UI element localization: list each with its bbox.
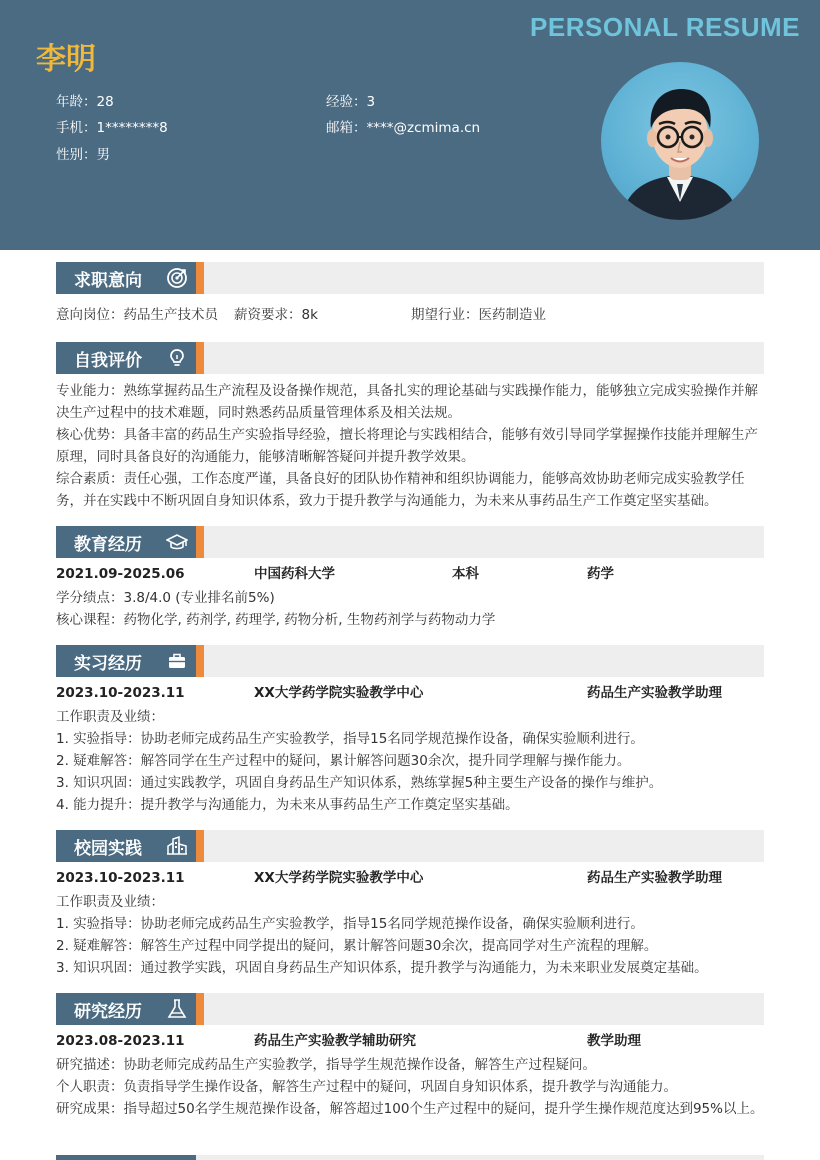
briefcase-icon bbox=[166, 650, 188, 672]
intern-intro: 工作职责及业绩： bbox=[56, 709, 164, 725]
experience-field: 经验：3 bbox=[326, 94, 376, 110]
edu-degree: 本科 bbox=[452, 566, 479, 582]
avatar bbox=[601, 62, 759, 220]
lightbulb-icon bbox=[166, 347, 188, 369]
list-item: 3. 知识巩固：通过实践教学，巩固自身药品生产知识体系，熟练掌握5种主要生产设备的操作与维护。 bbox=[56, 775, 663, 791]
age-field: 年龄：28 bbox=[56, 94, 114, 110]
campus-role: 药品生产实验教学助理 bbox=[587, 870, 722, 886]
edu-courses: 核心课程：药物化学, 药剂学, 药理学, 药物分析, 生物药剂学与药物动力学 bbox=[56, 612, 496, 628]
list-item: 2. 疑难解答：解答生产过程中同学提出的疑问，累计解答问题30余次，提高同学对生产流程的理解。 bbox=[56, 938, 658, 954]
intern-date: 2023.10-2023.11 bbox=[56, 685, 185, 701]
list-item: 3. 知识巩固：通过教学实践，巩固自身药品生产知识体系，提升教学与沟通能力，为未来职业发展奠定基础。 bbox=[56, 960, 708, 976]
edu-school: 中国药科大学 bbox=[254, 566, 335, 582]
section-title: 求职意向 bbox=[74, 271, 142, 291]
flask-icon bbox=[166, 998, 188, 1020]
edu-date: 2021.09-2025.06 bbox=[56, 566, 185, 582]
research-result: 研究成果：指导超过50名学生规范操作设备，解答超过100个生产过程中的疑问，提升学生操作规范度达到95%以上。 bbox=[56, 1101, 764, 1117]
next-section-header bbox=[56, 1155, 764, 1160]
gender-field: 性别：男 bbox=[56, 147, 110, 163]
research-role: 教学助理 bbox=[587, 1033, 641, 1049]
section-header-self bbox=[56, 342, 764, 374]
intent-position: 意向岗位：药品生产技术员 bbox=[56, 307, 218, 323]
header-title: PERSONAL RESUME bbox=[530, 12, 800, 42]
section-header-campus bbox=[56, 830, 764, 862]
resume-header bbox=[0, 0, 820, 250]
list-item: 1. 实验指导：协助老师完成药品生产实验教学，指导15名同学规范操作设备，确保实验顺利进行。 bbox=[56, 731, 644, 747]
intent-industry: 期望行业：医药制造业 bbox=[411, 307, 546, 323]
edu-major: 药学 bbox=[587, 566, 614, 582]
campus-date: 2023.10-2023.11 bbox=[56, 870, 185, 886]
section-title: 研究经历 bbox=[74, 1002, 142, 1022]
section-title: 校园实践 bbox=[74, 839, 142, 859]
intern-role: 药品生产实验教学助理 bbox=[587, 685, 722, 701]
list-item: 2. 疑难解答：解答同学在生产过程中的疑问，累计解答问题30余次，提升同学理解与操作能力。 bbox=[56, 753, 631, 769]
section-header-research bbox=[56, 993, 764, 1025]
self-eval-advantage: 核心优势：具备丰富的药品生产实验指导经验，擅长将理论与实践相结合，能够有效引导同学掌握操作技能并理解生产原理，同时具备良好的沟通能力，能够清晰解答疑问并提升教学效果。 bbox=[56, 427, 758, 465]
section-title: 实习经历 bbox=[74, 654, 142, 674]
self-eval-quality: 综合素质：责任心强，工作态度严谨，具备良好的团队协作精神和组织协调能力，能够高效协助老师完成实验教学任务，并在实践中不断巩固自身知识体系，致力于提升教学与沟通能力，为未来从事药品生产工作奠定坚实基础。 bbox=[56, 471, 745, 509]
section-header-internship bbox=[56, 645, 764, 677]
campus-org: XX大学药学院实验教学中心 bbox=[254, 870, 424, 886]
research-date: 2023.08-2023.11 bbox=[56, 1033, 185, 1049]
research-project: 药品生产实验教学辅助研究 bbox=[254, 1033, 416, 1049]
section-title: 自我评价 bbox=[74, 351, 142, 371]
intent-salary: 薪资要求：8k bbox=[234, 307, 318, 323]
section-header-education bbox=[56, 526, 764, 558]
section-title: 教育经历 bbox=[74, 535, 142, 555]
edu-gpa: 学分绩点：3.8/4.0 (专业排名前5%) bbox=[56, 590, 275, 606]
avatar-portrait-icon bbox=[601, 62, 759, 220]
list-item: 1. 实验指导：协助老师完成药品生产实验教学，指导15名同学规范操作设备，确保实验顺利进行。 bbox=[56, 916, 644, 932]
graduation-cap-icon bbox=[166, 531, 188, 553]
list-item: 4. 能力提升：提升教学与沟通能力，为未来从事药品生产工作奠定坚实基础。 bbox=[56, 797, 519, 813]
research-desc: 研究描述：协助老师完成药品生产实验教学，指导学生规范操作设备，解答生产过程疑问。 bbox=[56, 1057, 596, 1073]
candidate-name: 李明 bbox=[36, 42, 96, 77]
phone-field: 手机：1********8 bbox=[56, 120, 168, 136]
target-icon bbox=[166, 267, 188, 289]
building-icon bbox=[166, 835, 188, 857]
campus-intro: 工作职责及业绩： bbox=[56, 894, 164, 910]
intern-org: XX大学药学院实验教学中心 bbox=[254, 685, 424, 701]
section-header-intent bbox=[56, 262, 764, 294]
email-field: 邮箱：****@zcmima.cn bbox=[326, 120, 481, 136]
self-eval-ability: 专业能力：熟练掌握药品生产流程及设备操作规范，具备扎实的理论基础与实践操作能力，能够独立完成实验操作并解决生产过程中的技术难题，同时熟悉药品质量管理体系及相关法规。 bbox=[56, 383, 758, 421]
research-duty: 个人职责：负责指导学生操作设备，解答生产过程中的疑问，巩固自身知识体系，提升教学与沟通能力。 bbox=[56, 1079, 677, 1095]
